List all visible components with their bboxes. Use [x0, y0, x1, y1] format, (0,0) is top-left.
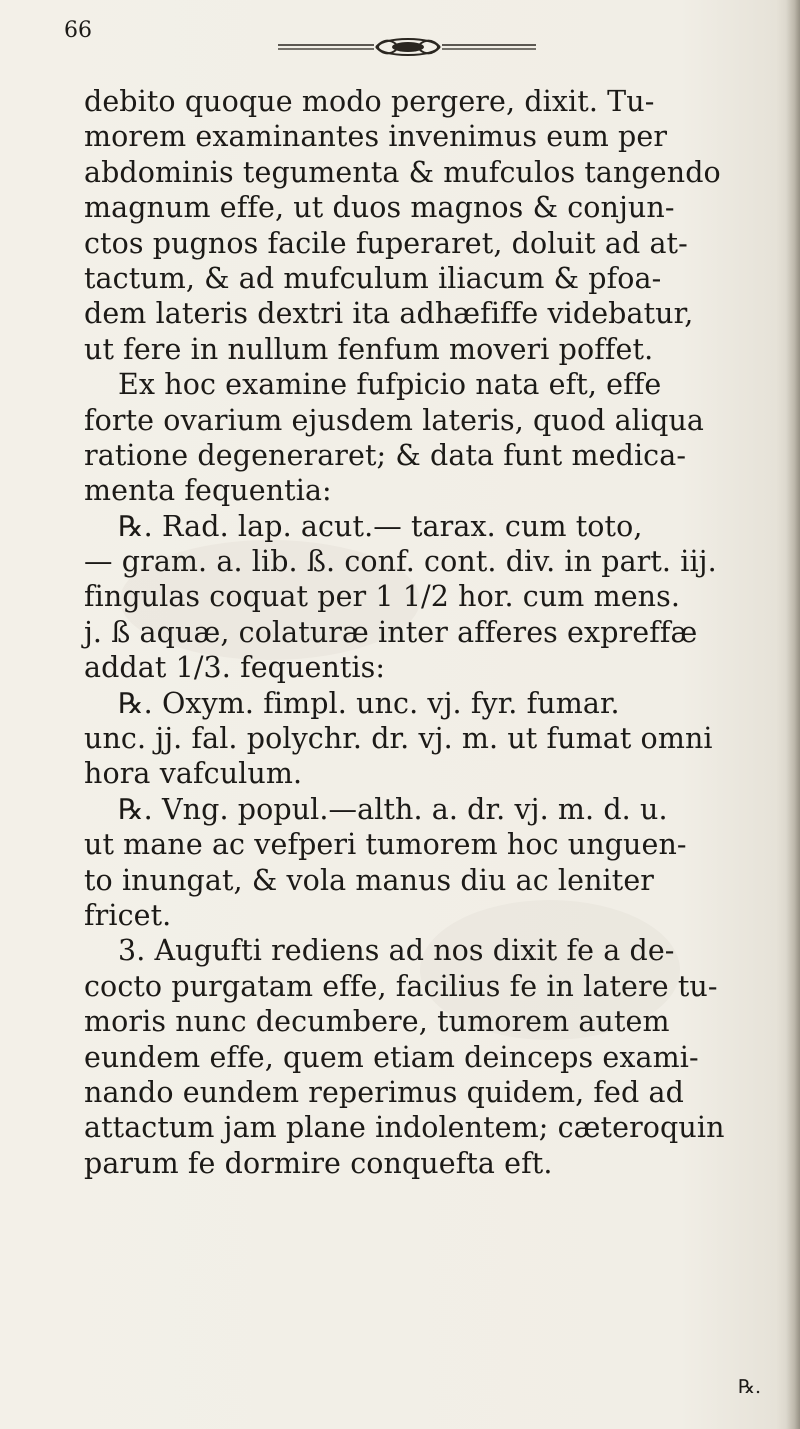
text-line: ratione degeneraret; & data funt medica-: [84, 438, 687, 472]
prescription-line: ℞. Vng. popul.—alth. a. dr. vj. m. d. u.: [118, 792, 668, 826]
body-text: [84, 84, 774, 1181]
catchword: ℞.: [738, 1376, 762, 1398]
text-line: tactum, & ad mufculum iliacum & pfoa-: [84, 261, 662, 295]
text-line: cocto purgatam effe, facilius fe in latere tu-: [84, 969, 718, 1003]
text-line: fricet.: [84, 898, 172, 932]
text-line: dem lateris dextri ita adhæfiffe videbatur,: [84, 297, 694, 331]
page-edge-shadow: [786, 0, 800, 1429]
text-line: abdominis tegumenta & mufculos tangendo: [84, 155, 721, 189]
text-line: debito quoque modo pergere, dixit. Tu-: [84, 85, 655, 118]
text-line: to inungat, & vola manus diu ac leniter: [84, 863, 655, 897]
text-line: hora vafculum.: [84, 757, 303, 791]
text-line: magnum effe, ut duos magnos & conjun-: [84, 191, 675, 225]
prescription-line: ℞. Oxym. fimpl. unc. vj. fyr. fumar.: [118, 686, 620, 720]
text-line: ut fere in nullum fenfum moveri poffet.: [84, 332, 654, 366]
text-line: attactum jam plane indolentem; cæteroquin: [84, 1111, 725, 1145]
text-line: unc. jj. fal. polychr. dr. vj. m. ut fumat omni: [84, 722, 713, 756]
paragraph-start-line: Ex hoc examine fufpicio nata eft, effe: [118, 368, 662, 402]
text-line: forte ovarium ejusdem lateris, quod aliqua: [84, 403, 704, 437]
text-line: nando eundem reperimus quidem, fed ad: [84, 1075, 684, 1109]
header-ornament: [278, 34, 538, 62]
text-line: addat 1/3. fequentis:: [84, 651, 386, 685]
text-line: ut mane ac vefperi tumorem hoc unguen-: [84, 828, 687, 862]
text-line: j. ß aquæ, colaturæ inter afferes expreffæ: [84, 615, 698, 649]
text-line: — gram. a. lib. ß. conf. cont. div. in part. iij.: [84, 545, 717, 579]
prescription-line: ℞. Rad. lap. acut.— tarax. cum toto,: [118, 509, 643, 543]
paragraph-start-line: 3. Augufti rediens ad nos dixit fe a de-: [118, 934, 675, 968]
text-line: morem examinantes invenimus eum per: [84, 120, 668, 154]
text-line: fingulas coquat per 1 1/2 hor. cum mens.: [84, 580, 681, 614]
text-line: ctos pugnos facile fuperaret, doluit ad at-: [84, 226, 688, 260]
text-line: eundem effe, quem etiam deinceps exami-: [84, 1040, 699, 1074]
text-line: parum fe dormire conquefta eft.: [84, 1146, 553, 1180]
text-line: moris nunc decumbere, tumorem autem: [84, 1005, 670, 1039]
text-line: menta fequentia:: [84, 474, 332, 508]
page-number: 66: [64, 18, 92, 43]
